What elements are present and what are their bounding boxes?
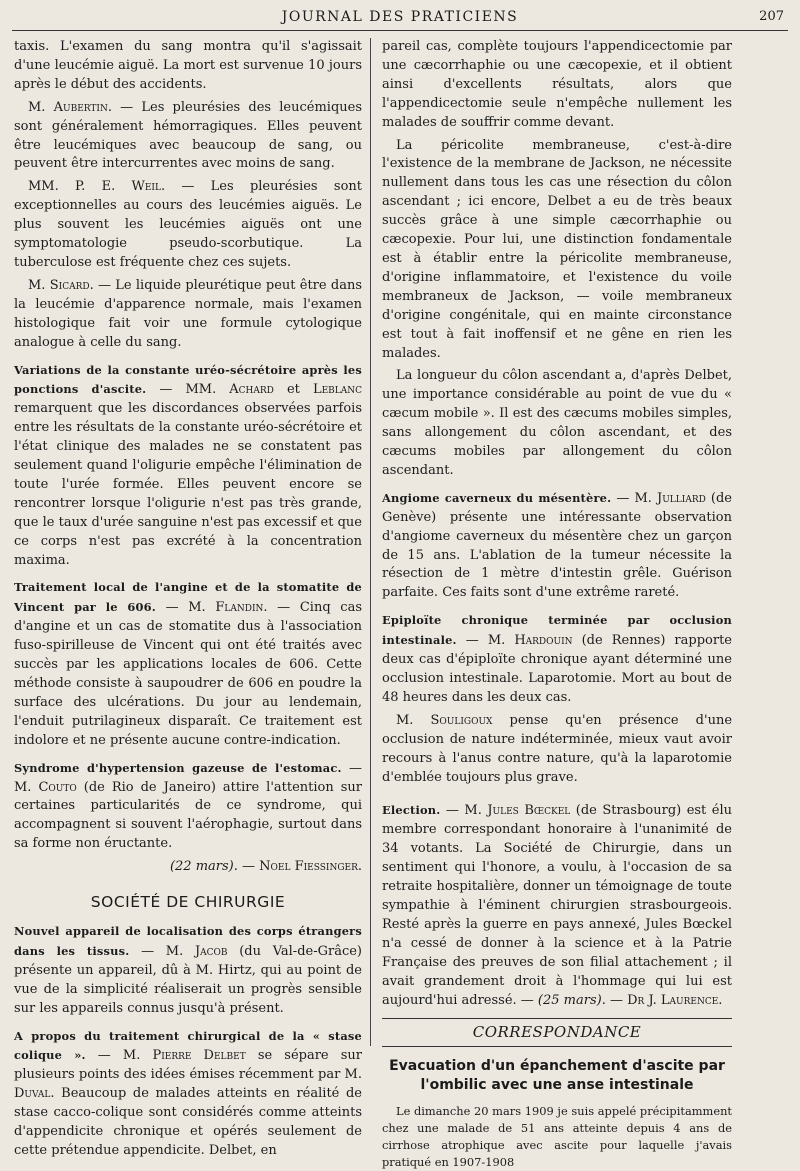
report-entry bbox=[14, 578, 362, 750]
paragraph bbox=[14, 178, 362, 273]
paragraph-text: — Le liquide pleurétique peut être dans la leucémie d'apparence normale, mais l'examen histologique fait voir une formule cytologique analogue à celle du sang. bbox=[14, 277, 362, 350]
paragraph-text: Beaucoup de malades atteints en réalité de stase cacco-colique sont considérés comme atteints d'appendicite chronique et opérés seulement de cette prétendue appendicite. Delbet, en bbox=[14, 1086, 362, 1158]
text-fragment: M. bbox=[396, 712, 431, 728]
paragraph: La longueur du côlon ascendant a, d'après Delbet, une importance considérable au point de vue du « cæcum mobile ». Il est des cæcums mobiles simples, sans allongement du côlon ascendant, et des cæcums mobiles par allongement du côlon ascendant. bbox=[382, 368, 732, 478]
page-number: 207 bbox=[759, 9, 784, 24]
report-heading: Election. bbox=[382, 803, 441, 818]
report-heading: Epiploïte chronique terminée par occlusion intestinale. bbox=[382, 613, 732, 648]
column-divider bbox=[370, 38, 371, 1046]
text-fragment: — M. bbox=[14, 760, 362, 795]
author-name: Couto bbox=[38, 779, 77, 795]
paragraph-text: (de Strasbourg) est élu membre correspondant honoraire à l'unanimité de 34 votants. La Société de Chirurgie, dans un sentiment qui l'honore, a voulu, à l'occasion de sa retraite hospitalière, donner un témoignage de toute sympathie à l'éminent chirurgien strasbourgeois. Resté après la guerre en pays annexé, Jules Bœckel n'a cessé de donner à la science et à la Patrie Française des preuves de son filial attachement ; il avait grandement droit à l'hommage qui lui est aujourd'hui adressé. — bbox=[382, 803, 732, 1008]
paragraph-text: (du Val-de-Grâce) présente un appareil, dû à M. Hirtz, qui au point de vue de la simplicité réaliserait un progrès sensible sur les appareils connus jusqu'à présent. bbox=[14, 943, 362, 1016]
signature-name: — Dr J. Laurence. bbox=[605, 992, 723, 1008]
text-fragment: — M. bbox=[155, 600, 216, 616]
paragraph bbox=[14, 99, 362, 175]
paragraph bbox=[382, 712, 732, 788]
text-fragment: — M. bbox=[129, 943, 195, 959]
signature-line bbox=[14, 858, 362, 877]
report-entry bbox=[14, 922, 362, 1019]
left-column bbox=[14, 38, 363, 1158]
text-fragment: — MM. bbox=[146, 382, 230, 398]
author-name: Jules Bœckel bbox=[487, 803, 571, 819]
right-column bbox=[382, 38, 733, 1169]
paragraph-text: — Les pleurésies sont exceptionnelles au cours des leucémies aiguës. Le plus souvent les leucémies aiguës ont une symptomatologie pseudo-scorbutique. La tuberculose est fréquente chez ces sujets. bbox=[14, 179, 362, 270]
paragraph: La péricolite membraneuse, c'est-à-dire l'existence de la membrane de Jackson, ne nécessite nullement dans tous les cas une résection du côlon ascendant ; ici encore, Delbet a eu de très beaux succès grâce à une simple cæcorrhaphie ou cæcopexie. Pour lui, une distinction fondamentale est à établir entre la péricolite membraneuse, d'origine inflammatoire, et l'existence du voile membraneux de Jackson, — voile membraneux d'origine congénitale, qui en mainte circonstance est tout à fait inoffensif et ne gêne en rien les malades. bbox=[382, 137, 732, 361]
report-entry bbox=[14, 759, 362, 855]
text-fragment: et bbox=[273, 382, 313, 398]
paragraph-text: pense qu'en présence d'une occlusion de nature indéterminée, mieux vaut avoir recours à l'anus contre nature, qu'à la laparotomie d'emblée toujours plus grave. bbox=[382, 712, 733, 785]
report-heading: A propos du traitement chirurgical de la « stase colique ». bbox=[14, 1028, 362, 1063]
author-name: Leblanc bbox=[312, 382, 362, 398]
article-paragraph: Le dimanche 20 mars 1909 je suis appelé précipitamment chez une malade de 51 ans atteinte depuis 4 ans de cirrhose atrophique avec ascite pour laquelle j'avais pratiqué en 1907-1908 bbox=[382, 1104, 732, 1169]
article-title: Evacuation d'un épanchement d'ascite par l'ombilic avec une anse intestinale bbox=[389, 1058, 725, 1094]
report-entry bbox=[382, 801, 732, 1010]
author-name: Jacob bbox=[194, 943, 228, 959]
paragraph-text: — Les pleurésies des leucémiques sont généralement hémorragiques. Elles peuvent être leucémiques avec beaucoup de sang, ou peuvent être intercurrentes avec moins de sang. bbox=[14, 99, 363, 172]
paragraph bbox=[14, 277, 362, 353]
author-name: Flandin. bbox=[215, 600, 268, 616]
page-header bbox=[12, 6, 788, 31]
paragraph-text: (de Rio de Janeiro) attire l'attention sur certaines particularités de ce syndrome, qui accompagnent si souvent l'aérophagie, surtout dans sa forme non éructante. bbox=[14, 779, 363, 852]
author-name: M. Sicard. bbox=[28, 277, 94, 293]
author-name: Duval. bbox=[14, 1086, 55, 1102]
report-heading: Nouvel appareil de localisation des corps étrangers dans les tissus. bbox=[14, 923, 362, 958]
journal-title: JOURNAL DES PRATICIENS bbox=[281, 9, 519, 25]
text-fragment: — M. bbox=[85, 1048, 153, 1064]
text-fragment: — M. bbox=[611, 490, 658, 506]
report-heading: Angiome caverneux du mésentère. bbox=[382, 490, 612, 505]
paragraph-text: (de Rennes) rapporte deux cas d'épiploïte chronique ayant déterminé une occlusion intestinale. Laparotomie. Mort au bout de 48 heures dans les deux cas. bbox=[382, 633, 732, 705]
paragraph: taxis. L'examen du sang montra qu'il s'agissait d'une leucémie aiguë. La mort est survenue 10 jours après le début des accidents. bbox=[14, 39, 362, 92]
author-name: Julliard bbox=[657, 490, 706, 506]
author-name: Achard bbox=[229, 382, 274, 398]
signature-name: — Noel Fiessinger. bbox=[237, 859, 362, 875]
paragraph-text: se sépare sur plusieurs points des idées émises récemment par M. bbox=[14, 1048, 362, 1083]
report-heading: Traitement local de l'angine et de la stomatite de Vincent par le 606. bbox=[14, 580, 362, 615]
author-name: Pierre Delbet bbox=[152, 1048, 246, 1064]
report-entry bbox=[382, 611, 732, 708]
author-name: Hardouin bbox=[514, 633, 573, 649]
section-title: SOCIÉTÉ DE CHIRURGIE bbox=[90, 893, 286, 912]
paragraph: pareil cas, complète toujours l'appendicectomie par une cæcorrhaphie ou une cæcopexie, et il obtient ainsi d'excellents résultats, alors que l'appendicectomie seule n'empêche nullement les malades de souffrir comme devant. bbox=[382, 39, 732, 130]
author-name: M. Aubertin. bbox=[28, 99, 112, 115]
signature-date: (22 mars). bbox=[169, 859, 238, 875]
text-fragment: — M. bbox=[456, 633, 515, 649]
author-name: Souligoux bbox=[430, 712, 493, 728]
signature-date: (25 mars). bbox=[537, 992, 606, 1008]
paragraph-text: remarquent que les discordances observées parfois entre les résultats de la constante uréo-sécrétoire et l'état clinique des malades ne se constatent pas seulement quand l'oligurie empêche l'élimination de toute l'urée formée. Elles peuvent encore se rencontrer lorsque l'oligurie n'est pas très grande, que le taux d'urée sanguine n'est pas excessif et que ce corps n'est pas excrété à la concentration maxima. bbox=[14, 401, 362, 568]
report-entry bbox=[14, 361, 362, 571]
text-fragment: — M. bbox=[440, 803, 488, 819]
paragraph-text: — Cinq cas d'angine et un cas de stomatite dus à l'association fuso-spirilleuse de Vincent qui ont été traités avec succès par les applications locales de 606. Cette méthode consiste à saupoudrer de 606 en poudre la surface des ulcérations. Du jour au lendemain, l'enduit putrilagineux disparaît. Ce traitement est indolore et ne présente aucune contre-indication. bbox=[14, 600, 362, 748]
author-name: MM. P. E. Weil. bbox=[28, 179, 166, 195]
paragraph-text: (de Genève) présente une intéressante observation d'angiome caverneux du mésentère chez un garçon de 15 ans. L'ablation de la tumeur nécessite la résection de 1 mètre d'intestin grêle. Guérison parfaite. Ces faits sont d'une extrême rareté. bbox=[382, 490, 732, 601]
report-entry bbox=[14, 1027, 362, 1161]
report-entry bbox=[382, 489, 732, 603]
correspondance-heading: CORRESPONDANCE bbox=[382, 1018, 732, 1047]
report-heading: Variations de la constante uréo-sécrétoire après les ponctions d'ascite. bbox=[14, 362, 362, 397]
report-heading: Syndrome d'hypertension gazeuse de l'estomac. bbox=[14, 760, 342, 775]
